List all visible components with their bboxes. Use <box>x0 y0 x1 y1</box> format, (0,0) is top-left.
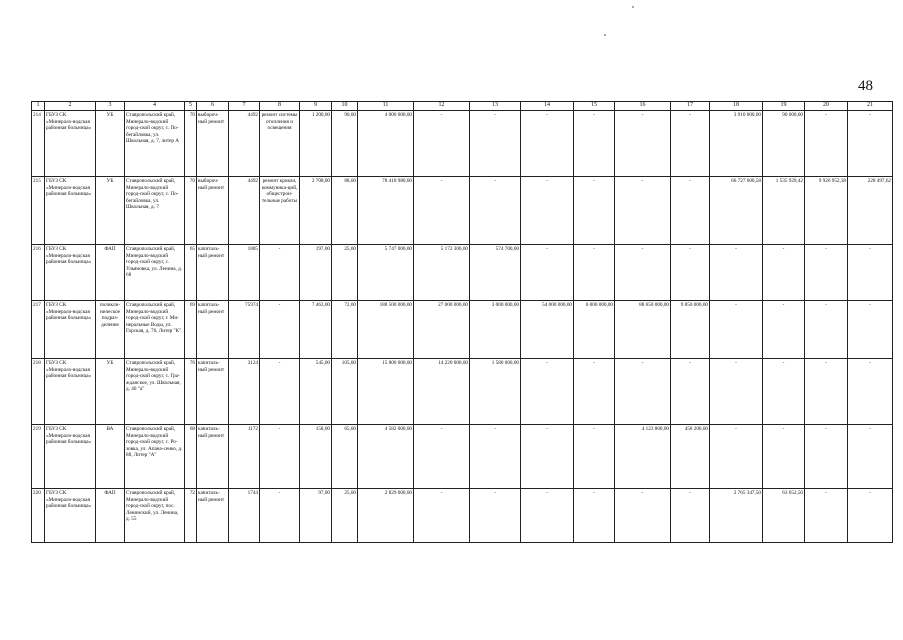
cell-col-20: - <box>805 425 848 489</box>
cell-col-8: - <box>260 489 300 543</box>
cell-col-14: - <box>521 489 574 543</box>
cell-col-19: - <box>763 359 805 425</box>
cell-col-19: 90 000,00 <box>763 111 805 177</box>
cell-col-18: 2 765 347,50 <box>710 489 763 543</box>
cell-col-11: 15 800 000,00 <box>358 359 414 425</box>
table-row <box>32 177 893 245</box>
cell-col-15: - <box>574 425 615 489</box>
cell-col-17: - <box>671 111 710 177</box>
cell-col-6: выбороч-ный ремонт <box>197 111 229 177</box>
cell-col-8: ремонт системы отопления и освещения <box>260 111 300 177</box>
cell-col-17: - <box>671 245 710 301</box>
page-number: 48 <box>858 78 873 94</box>
cell-col-18: - <box>710 359 763 425</box>
cell-col-5: 76 <box>185 359 197 425</box>
cell-col-2: ГБУЗ СК «Минерало-водская районная больница» <box>45 301 96 359</box>
cell-col-5: 69 <box>185 301 197 359</box>
cell-col-3: УБ <box>96 177 125 245</box>
cell-col-14: - <box>521 111 574 177</box>
table-row <box>32 359 893 425</box>
column-header: 5 <box>185 102 197 111</box>
cell-col-16: - <box>615 359 671 425</box>
column-header: 9 <box>300 102 332 111</box>
cell-col-6: капиталь-ный ремонт <box>197 359 229 425</box>
cell-col-5: 70 <box>185 111 197 177</box>
cell-col-15: - <box>574 177 615 245</box>
cell-col-8: - <box>260 301 300 359</box>
cell-col-1: 217 <box>32 301 45 359</box>
column-header: 4 <box>125 102 185 111</box>
column-header: 12 <box>414 102 470 111</box>
cell-col-12: 5 172 300,00 <box>414 245 470 301</box>
column-header: 10 <box>332 102 358 111</box>
column-header: 16 <box>615 102 671 111</box>
cell-col-5: 70 <box>185 177 197 245</box>
cell-col-21: 228 497,62 <box>848 177 893 245</box>
cell-col-9: 197,00 <box>300 245 332 301</box>
cell-col-18: 3 910 000,00 <box>710 111 763 177</box>
scan-speck <box>632 6 634 8</box>
cell-col-10: 90,00 <box>332 111 358 177</box>
cell-col-1: 214 <box>32 111 45 177</box>
column-header: 11 <box>358 102 414 111</box>
cell-col-7: 1885 <box>229 245 260 301</box>
cell-col-5: 72 <box>185 489 197 543</box>
cell-col-11: 78 418 980,00 <box>358 177 414 245</box>
cell-col-7: 75974 <box>229 301 260 359</box>
cell-col-4: Ставропольский край, Минерало-водский город-ской округ, с. Ульяновка, ул. Ленина, д. 68 <box>125 245 185 301</box>
table-row <box>32 301 893 359</box>
column-header: 18 <box>710 102 763 111</box>
column-header: 7 <box>229 102 260 111</box>
cell-col-8: ремонт кровли, коммуника-ций, общестрои-тельные работы <box>260 177 300 245</box>
cell-col-13: - <box>470 425 521 489</box>
cell-col-5: 65 <box>185 245 197 301</box>
cell-col-3: ФАП <box>96 245 125 301</box>
cell-col-12: 27 000 000,00 <box>414 301 470 359</box>
cell-col-13: - <box>470 177 521 245</box>
cell-col-7: 4492 <box>229 111 260 177</box>
cell-col-18: - <box>710 425 763 489</box>
cell-col-4: Ставропольский край, Минерало-водский город-ской округ, с. Гра-жданское, ул. Школьная, д. 40 "а" <box>125 359 185 425</box>
cell-col-16: 4 123 800,00 <box>615 425 671 489</box>
cell-col-13: - <box>470 111 521 177</box>
cell-col-14: - <box>521 359 574 425</box>
column-header: 8 <box>260 102 300 111</box>
cell-col-3: ВА <box>96 425 125 489</box>
cell-col-18: 66 727 600,58 <box>710 177 763 245</box>
data-table <box>31 101 893 543</box>
cell-col-16: - <box>615 111 671 177</box>
cell-col-21: - <box>848 301 893 359</box>
cell-col-19: 63 652,50 <box>763 489 805 543</box>
cell-col-2: ГБУЗ СК «Минерало-водская районная больница» <box>45 177 96 245</box>
cell-col-3: УБ <box>96 111 125 177</box>
cell-col-10: 72,00 <box>332 301 358 359</box>
cell-col-16: - <box>615 489 671 543</box>
cell-col-10: 25,00 <box>332 245 358 301</box>
cell-col-13: 574 700,00 <box>470 245 521 301</box>
cell-col-9: 545,00 <box>300 359 332 425</box>
cell-col-11: 4 000 000,00 <box>358 111 414 177</box>
cell-col-10: 25,00 <box>332 489 358 543</box>
cell-col-7: 1172 <box>229 425 260 489</box>
column-header: 19 <box>763 102 805 111</box>
cell-col-4: Ставропольский край, Минерало-водский город-ской округ, с. По-бегайловка, ул. Школьная, д. 7 <box>125 177 185 245</box>
cell-col-11: 2 829 000,00 <box>358 489 414 543</box>
cell-col-2: ГБУЗ СК «Минерало-водская районная больница» <box>45 489 96 543</box>
cell-col-13: - <box>470 489 521 543</box>
cell-col-8: - <box>260 245 300 301</box>
cell-col-6: выбороч-ный ремонт <box>197 177 229 245</box>
cell-col-2: ГБУЗ СК «Минерало-водская районная больница» <box>45 359 96 425</box>
column-header: 14 <box>521 102 574 111</box>
column-header: 6 <box>197 102 229 111</box>
cell-col-17: 9 850 000,00 <box>671 301 710 359</box>
cell-col-14: - <box>521 245 574 301</box>
cell-col-20: - <box>805 359 848 425</box>
cell-col-10: 105,00 <box>332 359 358 425</box>
cell-col-9: 7 463,00 <box>300 301 332 359</box>
cell-col-6: капиталь-ный ремонт <box>197 489 229 543</box>
cell-col-4: Ставропольский край, Минерало-водский город-ской округ, г. Ми-неральные Воды, ул. Горская, д. 76, Литер "К" <box>125 301 185 359</box>
cell-col-13: 3 000 000,00 <box>470 301 521 359</box>
cell-col-7: 1744 <box>229 489 260 543</box>
cell-col-10: 65,00 <box>332 425 358 489</box>
cell-col-1: 220 <box>32 489 45 543</box>
cell-col-15: - <box>574 359 615 425</box>
cell-col-3: УБ <box>96 359 125 425</box>
cell-col-21: - <box>848 425 893 489</box>
cell-col-2: ГБУЗ СК «Минерало-водская районная больница» <box>45 425 96 489</box>
cell-col-17: - <box>671 177 710 245</box>
scan-speck <box>604 34 606 36</box>
cell-col-19: - <box>763 425 805 489</box>
cell-col-13: 1 580 000,00 <box>470 359 521 425</box>
cell-col-7: 4492 <box>229 177 260 245</box>
cell-col-10: 88,00 <box>332 177 358 245</box>
cell-col-16: - <box>615 245 671 301</box>
cell-col-12: - <box>414 425 470 489</box>
cell-col-18: - <box>710 301 763 359</box>
cell-col-14: 54 000 000,00 <box>521 301 574 359</box>
table-row <box>32 245 893 301</box>
cell-col-15: - <box>574 111 615 177</box>
cell-col-3: ФАП <box>96 489 125 543</box>
cell-col-8: - <box>260 425 300 489</box>
cell-col-2: ГБУЗ СК «Минерало-водская районная больница» <box>45 245 96 301</box>
column-header: 15 <box>574 102 615 111</box>
cell-col-12: - <box>414 177 470 245</box>
cell-col-20: - <box>805 489 848 543</box>
cell-col-16: 88 650 000,00 <box>615 301 671 359</box>
column-header: 1 <box>32 102 45 111</box>
cell-col-4: Ставропольский край, Минерало-водский город-ской округ, с. Ро-зовка, ул. Апана-сенко, д. 88, Литер "А" <box>125 425 185 489</box>
cell-col-11: 4 582 000,00 <box>358 425 414 489</box>
table-row <box>32 111 893 177</box>
cell-col-9: 97,00 <box>300 489 332 543</box>
cell-col-16: - <box>615 177 671 245</box>
cell-col-8: - <box>260 359 300 425</box>
table-row <box>32 425 893 489</box>
cell-col-1: 219 <box>32 425 45 489</box>
cell-col-6: капиталь-ный ремонт <box>197 425 229 489</box>
cell-col-21: - <box>848 111 893 177</box>
column-header: 17 <box>671 102 710 111</box>
cell-col-20: - <box>805 245 848 301</box>
cell-col-9: 1 200,00 <box>300 111 332 177</box>
cell-col-20: 9 926 952,38 <box>805 177 848 245</box>
cell-col-18: - <box>710 245 763 301</box>
cell-col-21: - <box>848 245 893 301</box>
cell-col-9: 2 708,00 <box>300 177 332 245</box>
column-header: 2 <box>45 102 96 111</box>
table-row <box>32 489 893 543</box>
column-header: 13 <box>470 102 521 111</box>
cell-col-1: 218 <box>32 359 45 425</box>
cell-col-14: - <box>521 425 574 489</box>
cell-col-9: 158,00 <box>300 425 332 489</box>
cell-col-3: поликли-ническое подраз-деление <box>96 301 125 359</box>
cell-col-6: капиталь-ный ремонт <box>197 301 229 359</box>
cell-col-11: 5 747 000,00 <box>358 245 414 301</box>
cell-col-1: 215 <box>32 177 45 245</box>
column-header: 21 <box>848 102 893 111</box>
cell-col-2: ГБУЗ СК «Минерало-водская районная больница» <box>45 111 96 177</box>
cell-col-21: - <box>848 359 893 425</box>
cell-col-20: - <box>805 301 848 359</box>
cell-col-15: 6 000 000,00 <box>574 301 615 359</box>
column-header: 3 <box>96 102 125 111</box>
cell-col-14: - <box>521 177 574 245</box>
cell-col-17: 458 200,00 <box>671 425 710 489</box>
cell-col-7: 3124 <box>229 359 260 425</box>
cell-col-15: - <box>574 245 615 301</box>
cell-col-1: 216 <box>32 245 45 301</box>
column-header: 20 <box>805 102 848 111</box>
cell-col-17: - <box>671 359 710 425</box>
column-number-row <box>32 102 893 111</box>
cell-col-20: - <box>805 111 848 177</box>
cell-col-12: - <box>414 111 470 177</box>
cell-col-6: капиталь-ный ремонт <box>197 245 229 301</box>
cell-col-4: Ставропольский край, Минерало-водский город-ской округ, с. По-бегайловка, ул. Школьная, д. 7, литер А <box>125 111 185 177</box>
cell-col-5: 68 <box>185 425 197 489</box>
cell-col-15: - <box>574 489 615 543</box>
cell-col-19: 1 535 929,42 <box>763 177 805 245</box>
cell-col-4: Ставропольский край, Минерало-водский город-ской округ, пос. Ленинский, ул. Ленина, д. 55 <box>125 489 185 543</box>
cell-col-12: 14 220 000,00 <box>414 359 470 425</box>
cell-col-19: - <box>763 245 805 301</box>
cell-col-11: 188 500 000,00 <box>358 301 414 359</box>
cell-col-17: - <box>671 489 710 543</box>
cell-col-19: - <box>763 301 805 359</box>
cell-col-12: - <box>414 489 470 543</box>
cell-col-21: - <box>848 489 893 543</box>
